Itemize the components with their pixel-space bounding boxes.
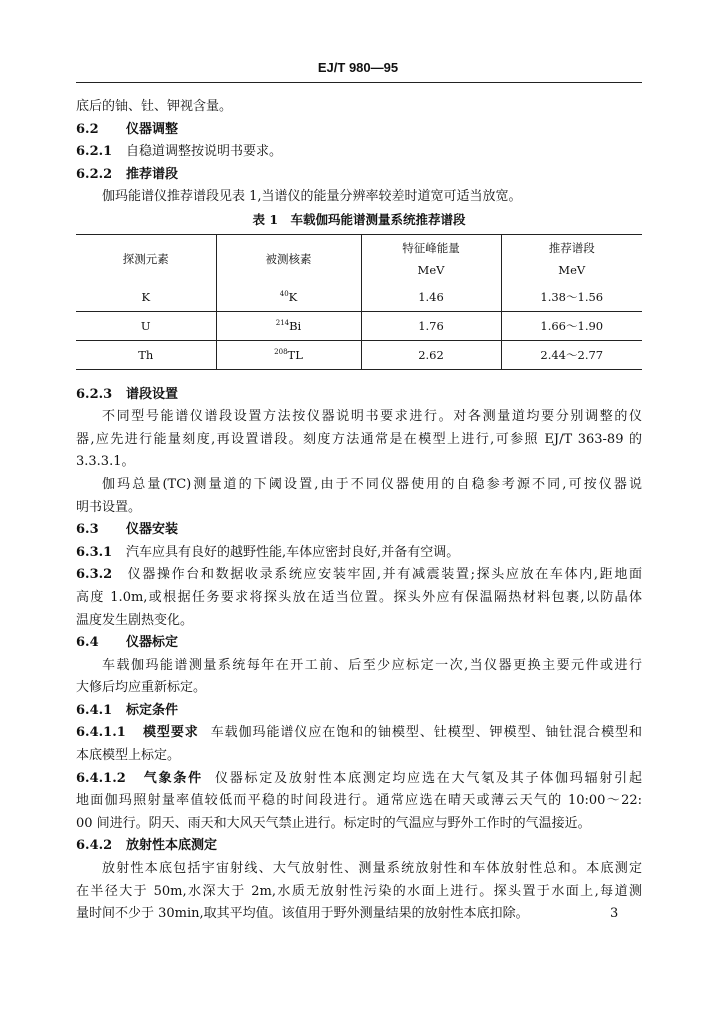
header-window-unit: MeV (558, 262, 586, 277)
header-nuclide: 被测核素 (216, 234, 361, 283)
section-6-3-1 (76, 542, 642, 565)
section-text: 汽车应具有良好的越野性能,车体应密封良好,并备有空调。 (126, 544, 460, 560)
standard-code-header: EJ/T 980—95 (317, 60, 399, 75)
mass-number: 208 (274, 347, 288, 356)
section-number: 6.4.1 (76, 702, 113, 718)
paragraph-line: 器,应先进行能量刻度,再设置谱段。刻度方法通常是在模型上进行,可参照 EJ/T 363-89 的 (76, 431, 642, 447)
section-6-4-2-heading (76, 835, 642, 858)
nuclide-symbol: TL (287, 347, 303, 362)
paragraph-line: 温度发生剧热变化。 (76, 612, 194, 628)
paragraph-line: 量时间不少于 30min,取其平均值。该值用于野外测量结果的放射性本底扣除。 (76, 906, 529, 922)
header-peak-unit: MeV (417, 262, 445, 277)
paragraph-line: 00 间进行。阴天、雨天和大风天气禁止进行。标定时的气温应与野外工作时的气温接近。 (76, 815, 591, 831)
table-row (76, 283, 642, 312)
paragraph-line: 高度 1.0m,或根据任务要求将探头放在适当位置。探头外应有保温隔热材料包裹,以防晶体 (76, 589, 642, 605)
section-number: 6.4 (76, 635, 99, 651)
paragraph-line: 3.3.3.1。 (76, 454, 135, 470)
table-row (76, 311, 642, 340)
nuclide-cell (216, 311, 361, 340)
element-cell: U (76, 311, 216, 340)
page-content (76, 96, 642, 926)
window-cell: 1.38～1.56 (501, 283, 642, 312)
element-cell: Th (76, 340, 216, 369)
section-title: 推荐谱段 (126, 166, 179, 182)
section-number: 6.4.1.2 (76, 770, 126, 786)
nuclide-symbol: K (288, 289, 298, 304)
section-6-2-heading (76, 119, 642, 142)
section-number: 6.4.1.1 (76, 725, 126, 741)
nuclide-symbol: Bi (289, 318, 302, 333)
paragraph-line: 伽玛总量(TC)测量道的下阈设置,由于不同仪器使用的自稳参考源不同,可按仪器说 (102, 476, 642, 492)
section-title: 模型要求 (142, 725, 199, 741)
section-title: 气象条件 (142, 770, 203, 786)
nuclide-cell (216, 283, 361, 312)
table-header-row (76, 234, 642, 283)
paragraph-line: 车载伽玛能谱测量系统每年在开工前、后至少应标定一次,当仪器更换主要元件或进行 (102, 657, 642, 673)
header-recommended-window (501, 234, 642, 283)
section-title: 谱段设置 (126, 386, 179, 402)
peak-cell: 1.76 (361, 311, 501, 340)
section-text: 仪器标定及放射性本底测定均应选在大气氡及其子体伽玛辐射引起 (214, 770, 642, 786)
paragraph: 伽玛能谱仪推荐谱段见表 1,当谱仪的能量分辨率较差时道宽可适当放宽。 (102, 189, 522, 205)
mass-number: 40 (279, 289, 289, 298)
window-cell: 1.66～1.90 (501, 311, 642, 340)
header-peak-label: 特征峰能量 (402, 240, 460, 255)
peak-cell: 2.62 (361, 340, 501, 369)
paragraph-line: 不同型号能谱仪谱段设置方法按仪器说明书要求进行。对各测量道均要分别调整的仪 (102, 409, 642, 425)
section-number: 6.2 (76, 121, 99, 137)
table-row (76, 340, 642, 369)
section-number: 6.2.3 (76, 386, 113, 402)
header-peak-energy (361, 234, 501, 283)
mass-number: 214 (275, 318, 290, 327)
section-6-2-3-heading (76, 384, 642, 407)
section-text: 仪器操作台和数据收录系统应安装牢固,并有减震装置;探头应放在车体内,距地面 (126, 567, 642, 583)
spectral-window-table (76, 234, 642, 370)
nuclide-cell (216, 340, 361, 369)
paragraph-line: 明书设置。 (76, 499, 142, 515)
window-cell: 2.44～2.77 (501, 340, 642, 369)
header-rule (76, 82, 642, 83)
section-title: 仪器标定 (126, 635, 179, 651)
section-6-2-1 (76, 141, 642, 164)
section-6-4-1-heading (76, 700, 642, 723)
paragraph-line: 本底模型上标定。 (76, 748, 181, 764)
header-window-label: 推荐谱段 (548, 240, 595, 255)
section-number: 6.2.2 (76, 166, 113, 182)
section-number: 6.4.2 (76, 838, 113, 854)
paragraph-line: 大修后均应重新标定。 (76, 680, 207, 696)
section-6-2-2-heading (76, 164, 642, 187)
section-6-4-1-2 (76, 768, 642, 791)
section-title: 仪器安装 (126, 522, 179, 538)
paragraph-line: 放射性本底包括宇宙射线、大气放射性、测量系统放射性和车体放射性总和。本底测定 (102, 861, 642, 877)
paragraph-line: 地面伽玛照射量率值较低而平稳的时间段进行。通常应选在晴天或薄云天气的 10:00～22: (76, 793, 642, 809)
section-6-4-1-1 (76, 722, 642, 745)
section-text: 车载伽玛能谱仪应在饱和的铀模型、钍模型、钾模型、铀钍混合模型和 (210, 725, 642, 741)
paragraph-line: 在半径大于 50m,水深大于 2m,水质无放射性污染的水面上进行。探头置于水面上,每道测 (76, 883, 642, 899)
element-cell: K (76, 283, 216, 312)
section-number: 6.3.2 (76, 567, 113, 583)
continuation-line: 底后的铀、钍、钾视含量。 (76, 99, 233, 114)
section-text: 自稳道调整按说明书要求。 (126, 144, 283, 160)
section-number: 6.2.1 (76, 144, 113, 160)
table-caption: 表 1 车载伽玛能谱测量系统推荐谱段 (252, 211, 466, 227)
section-6-3-2 (76, 564, 642, 587)
peak-cell: 1.46 (361, 283, 501, 312)
section-number: 6.3.1 (76, 544, 113, 560)
section-6-3-heading (76, 519, 642, 542)
section-6-4-heading (76, 632, 642, 655)
section-title: 仪器调整 (126, 121, 179, 137)
section-title: 放射性本底测定 (126, 838, 218, 854)
section-number: 6.3 (76, 522, 99, 538)
header-element: 探测元素 (76, 234, 216, 283)
page-number: 3 (610, 906, 619, 921)
section-title: 标定条件 (126, 702, 179, 718)
